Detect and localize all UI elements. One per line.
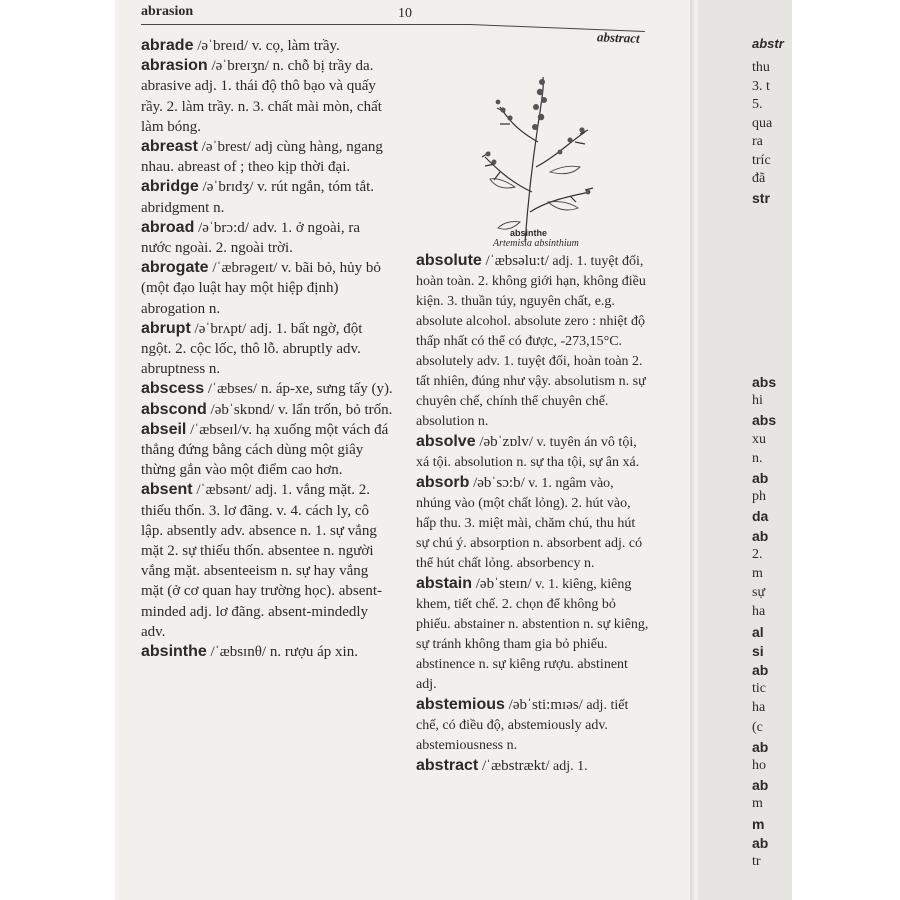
next-page-line: da [752,508,769,525]
headword: abrade [141,37,194,54]
next-page-line: abs [752,374,777,390]
dictionary-entry [416,251,649,432]
page-number: 10 [398,6,412,21]
dictionary-entry [141,379,393,399]
definition: n. chỗ bị trầy da. abrasive adj. 1. thái độ thô bạo và quấy rầy. 2. làm trầy. n. 3. chất mài mòn, chất làm bóng. [141,58,382,135]
right-column [416,251,649,777]
dictionary-entry [141,36,393,56]
header-rule [141,24,471,25]
headword: abstract [416,757,479,774]
definition: v. tuyên án vô tội, xá tội. absolution n. sự tha tội, sự ân xá. [416,435,640,470]
dictionary-entry [416,432,649,473]
next-page-line: xu [752,431,766,447]
next-page-line: tic [752,681,766,697]
pronunciation: /əbˈskɒnd/ [206,401,275,418]
headword: abridge [141,178,199,196]
next-page-line: 5. [752,97,763,112]
next-page-line: m [752,815,765,832]
definition: adj. 1. tuyệt đối, hoàn toàn. 2. không giới hạn, không điều kiện. 3. thuần túy, nguyên chất, e.g. absolute alcohol. absolute zero : nhiệt độ thấp nhất có thể có được, -273,15°C. absolutely adv. 1. tuyệt đối, hoàn toàn 2. tất nhiên, đúng như vậy. absolutism n. sự chuyên chế, chính thể chuyên chế. absolution n. [416,254,646,429]
headword: abstemious [416,696,505,713]
headword: abseil [141,420,187,438]
next-page-line: đã [752,171,766,186]
next-page-line: ab [752,834,769,851]
next-page-line: str [752,189,770,206]
definition: v. 1. kiêng, kiêng khem, tiết chế. 2. chọn để không bỏ phiếu. abstainer n. abstention n. sự kiêng, sự tránh không tham gia bỏ phiếu. abstinence n. sự kiêng rượu. abstinent adj. [416,577,649,692]
dictionary-entry [141,177,393,217]
next-page-line: ho [752,758,766,773]
pronunciation: /əbˈzɒlv/ [475,434,534,450]
dictionary-entry [141,480,393,642]
pronunciation: /əbˈsti:mɪəs/ [504,697,583,713]
next-page-line: 2. [752,546,763,562]
next-page-line: ab [752,738,769,755]
next-page-line: n. [752,450,763,466]
right-guide-word: abstract [596,29,640,46]
next-page-line: ra [752,134,763,149]
headword: abstain [416,575,473,592]
pronunciation: /ˈæbseɪl/ [186,421,242,438]
next-page-line: m [752,566,763,581]
next-page-line: tríc [752,152,771,168]
next-page-line: ab [752,527,769,544]
definition: v. cọ, làm trầy. [248,38,340,54]
definition: n. rượu áp xin. [266,644,358,661]
headword: absorb [416,474,470,491]
next-page [700,0,792,900]
next-page-line: tr [752,854,761,869]
pronunciation: /əˈbrɔ:d/ [194,219,249,236]
next-page-line: ab [752,470,769,486]
figure-caption: absinthe [510,228,548,238]
definition: v. lẩn trốn, bỏ trốn. [274,401,393,418]
next-page-line: m [752,796,763,812]
next-page-line: qua [752,115,773,131]
next-page-line: sự [752,585,766,601]
definition: adj. 1. bất ngờ, đột ngột. 2. cộc lốc, thô lỗ. abruptly adv. abruptness n. [141,320,363,378]
headword: abroad [141,218,195,236]
pronunciation: /əˈbrest/ [197,139,251,156]
next-page-guide-word: abstr [752,36,784,51]
left-column [141,36,393,662]
definition: adj. 1. [549,759,588,774]
headword: absent [141,481,193,499]
figure-latin-name: Artemisia absinthium [493,238,579,249]
dictionary-entry [141,258,393,319]
definition: adj. tiết chế, có điều độ, abstemiously adv. abstemiousness n. [416,698,629,753]
pronunciation: /əbˈsteɪn/ [472,576,532,592]
definition: v. bãi bỏ, hủy bỏ (một đạo luật hay một hiệp định) abrogation n. [141,260,381,317]
definition: v. 1. ngâm vào, nhúng vào (một chất lỏng). 2. hút vào, hấp thu. 3. miệt mài, chăm chú, thu hút sự chú ý. absorption n. absorbent adj. có thể hút chất lỏng. absorbency n. [416,476,643,571]
pronunciation: /ˈæbsənt/ [192,482,252,499]
dictionary-entry [141,642,393,662]
dictionary-entry [416,756,649,777]
headword: abrogate [141,259,209,277]
absinthe-plant-illustration [470,72,610,247]
definition: adj. 1. vắng mặt. 2. thiếu thốn. 3. lơ đãng. v. 4. cách ly, cô lập. absently adv. absence n. 1. sự vắng mặt 2. sự thiếu thốn. absentee n. người vắng mặt. absenteeism n. sự hay vắng mặt (ở cơ quan hay trường học). absent-minded adj. lơ đãng. absent-mindedly adv. [141,482,383,640]
pronunciation: /ˈæbrəgeɪt/ [208,260,278,277]
headword: abscond [141,400,207,418]
definition: adj cùng hàng, ngang nhau. abreast of ; theo kịp thời đại. [141,139,383,176]
dictionary-entry [416,473,649,574]
next-page-line: ab [752,662,769,678]
next-page-line: hi [752,393,763,409]
definition: v. hạ xuống một vách đá thẳng đứng bằng cách dùng một giây thừng gắn vào một điểm cao hơn. [141,421,389,479]
headword: absolve [416,433,476,450]
next-page-line: ab [752,777,769,794]
headword: abrupt [141,319,191,337]
left-guide-word: abrasion [141,4,194,19]
next-page-line: 3. t [752,78,770,94]
headword: abreast [141,138,198,156]
headword: absinthe [141,643,207,661]
pronunciation: /əˈbrɪdʒ/ [198,179,254,196]
pronunciation: /ˈæbsɪnθ/ [206,644,267,661]
dictionary-entry [141,319,393,380]
next-page-line: ha [752,700,766,716]
pronunciation: /əbˈsɔ:b/ [469,475,525,491]
pronunciation: /ˈæbstrækt/ [478,758,550,774]
next-page-line: (c [752,719,763,735]
next-page-line: abs [752,412,777,429]
definition: v. rút ngắn, tóm tắt. abridgment n. [141,179,375,216]
dictionary-entry [141,420,393,481]
next-page-line: thu [752,60,770,75]
definition: n. áp-xe, sưng tấy (y). [257,381,393,398]
pronunciation: /əˈbreɪd/ [193,38,249,54]
pronunciation: /əˈbreɪʒn/ [207,58,269,75]
headword: absolute [416,252,482,269]
dictionary-entry [416,695,649,756]
next-page-line: ph [752,489,766,505]
headword: abscess [141,380,205,398]
dictionary-entry [141,218,393,258]
pronunciation: /ˈæbses/ [204,381,258,398]
headword: abrasion [141,57,208,75]
pronunciation: /ˈæbsəlu:t/ [481,253,549,269]
next-page-line: ha [752,604,766,620]
definition: adv. 1. ở ngoài, ra nước ngoài. 2. ngoài trời. [141,219,360,257]
dictionary-entry [416,574,649,695]
pronunciation: /əˈbrʌpt/ [190,320,247,337]
dictionary-entry [141,400,393,420]
dictionary-entry [141,137,393,177]
next-page-line: al [752,623,764,640]
next-page-line: si [752,642,764,659]
dictionary-entry [141,56,393,137]
